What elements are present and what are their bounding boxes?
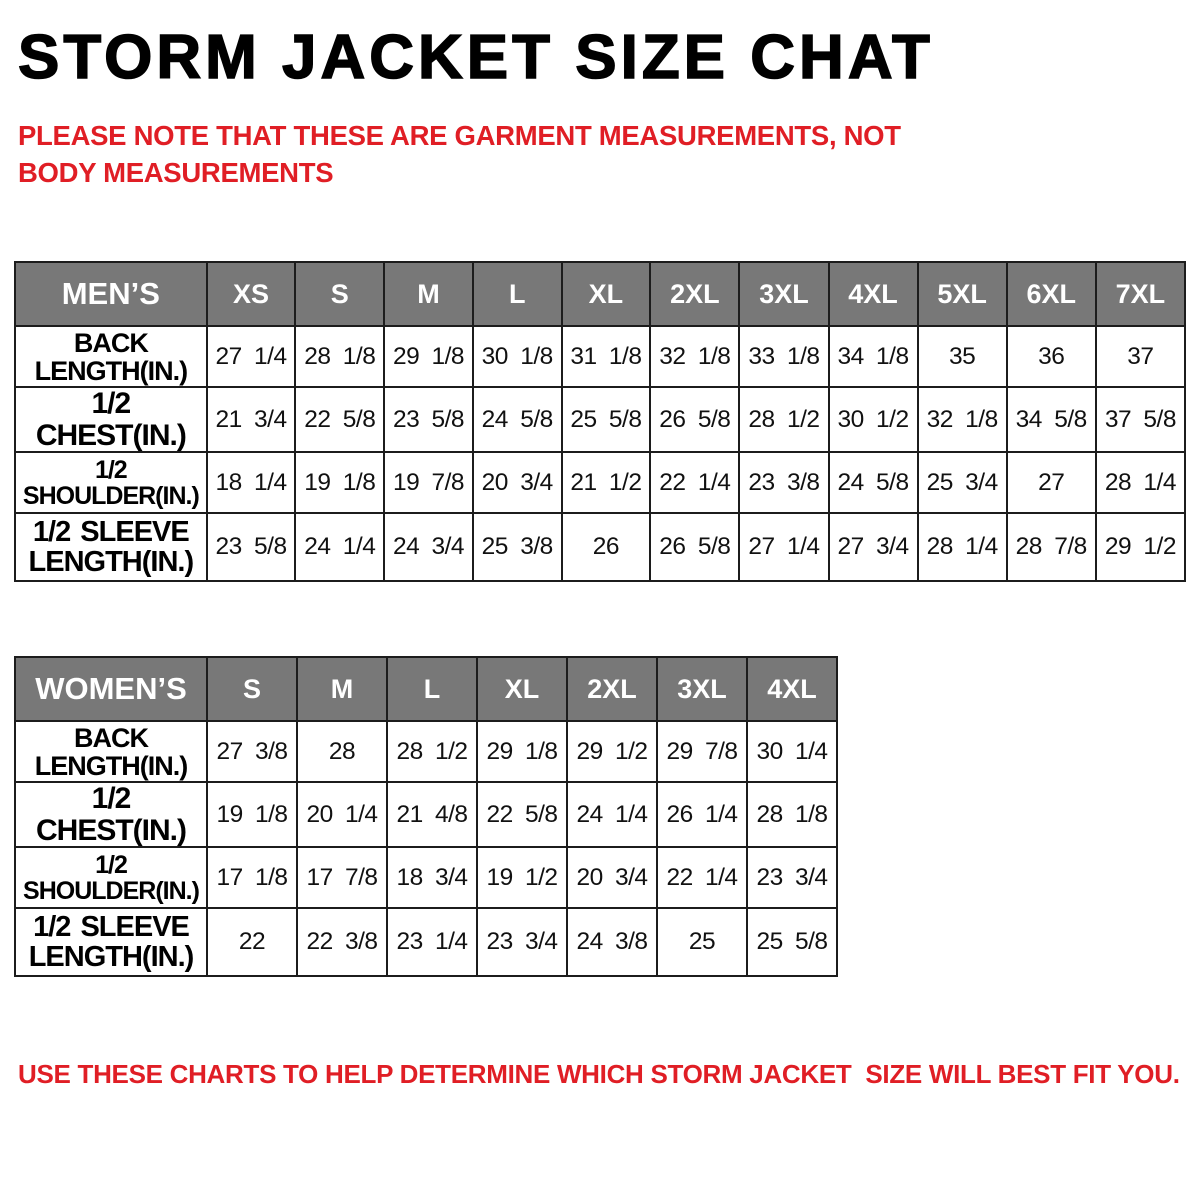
measurement-value-cell: 24 5/8 bbox=[473, 387, 562, 452]
measurement-value-cell: 30 1/4 bbox=[747, 721, 837, 782]
measurement-value-cell: 18 1/4 bbox=[207, 452, 296, 513]
measurement-value-cell: 27 3/8 bbox=[207, 721, 297, 782]
measurement-value-cell: 25 5/8 bbox=[747, 908, 837, 976]
size-header-cell: 3XL bbox=[657, 657, 747, 721]
measurement-row bbox=[15, 782, 837, 847]
size-header-cell: 5XL bbox=[918, 262, 1007, 326]
page-title: STORM JACKET SIZE CHAT bbox=[18, 23, 934, 92]
row-label-cell bbox=[15, 452, 207, 513]
measurement-value-cell: 32 1/8 bbox=[650, 326, 739, 387]
measurement-value-cell: 22 bbox=[207, 908, 297, 976]
measurement-value-cell: 23 1/4 bbox=[387, 908, 477, 976]
size-header-cell: 7XL bbox=[1096, 262, 1185, 326]
measurement-value-cell: 29 7/8 bbox=[657, 721, 747, 782]
row-label-line: 1/2 SHOULDER(IN.) bbox=[22, 455, 199, 510]
measurement-row bbox=[15, 513, 1185, 581]
measurement-value-cell: 25 5/8 bbox=[562, 387, 651, 452]
size-header-row bbox=[15, 657, 837, 721]
measurement-value-cell: 24 3/4 bbox=[384, 513, 473, 581]
measurement-value-cell: 29 1/2 bbox=[567, 721, 657, 782]
measurement-value-cell: 26 5/8 bbox=[650, 387, 739, 452]
row-label-line: 1/2 CHEST(IN.) bbox=[35, 387, 186, 452]
size-header-cell: M bbox=[384, 262, 473, 326]
mens-size-table bbox=[14, 261, 1186, 582]
measurement-row bbox=[15, 387, 1185, 452]
measurement-row bbox=[15, 326, 1185, 387]
measurement-value-cell: 27 1/4 bbox=[207, 326, 296, 387]
measurement-value-cell: 26 5/8 bbox=[650, 513, 739, 581]
measurement-value-cell: 19 7/8 bbox=[384, 452, 473, 513]
measurement-value-cell: 27 1/4 bbox=[739, 513, 828, 581]
measurement-value-cell: 28 1/2 bbox=[739, 387, 828, 452]
row-label-line: LENGTH(IN.) bbox=[28, 546, 194, 579]
measurement-value-cell: 21 1/2 bbox=[562, 452, 651, 513]
womens-size-table bbox=[14, 656, 838, 977]
size-header-cell: S bbox=[295, 262, 384, 326]
measurement-value-cell: 24 5/8 bbox=[829, 452, 918, 513]
measurement-value-cell: 20 3/4 bbox=[567, 847, 657, 908]
measurement-value-cell: 28 bbox=[297, 721, 387, 782]
size-header-cell: XL bbox=[477, 657, 567, 721]
size-header-cell: 2XL bbox=[650, 262, 739, 326]
measurement-value-cell: 21 4/8 bbox=[387, 782, 477, 847]
size-header-cell: XL bbox=[562, 262, 651, 326]
row-label-cell bbox=[15, 721, 207, 782]
fit-guidance-note: USE THESE CHARTS TO HELP DETERMINE WHICH STORM JACKET SIZE WILL BEST FIT YOU. bbox=[18, 1059, 1180, 1090]
measurement-value-cell: 23 5/8 bbox=[384, 387, 473, 452]
row-label-cell bbox=[15, 387, 207, 452]
measurement-value-cell: 17 1/8 bbox=[207, 847, 297, 908]
measurement-value-cell: 18 3/4 bbox=[387, 847, 477, 908]
measurement-value-cell: 32 1/8 bbox=[918, 387, 1007, 452]
measurement-value-cell: 25 bbox=[657, 908, 747, 976]
measurement-value-cell: 24 3/8 bbox=[567, 908, 657, 976]
row-label-line: 1/2 CHEST(IN.) bbox=[36, 782, 186, 847]
measurement-value-cell: 19 1/2 bbox=[477, 847, 567, 908]
group-header-cell: WOMEN’S bbox=[15, 657, 207, 721]
measurement-value-cell: 24 1/4 bbox=[295, 513, 384, 581]
measurement-value-cell: 22 3/8 bbox=[297, 908, 387, 976]
measurement-value-cell: 29 1/8 bbox=[477, 721, 567, 782]
measurement-value-cell: 21 3/4 bbox=[207, 387, 296, 452]
row-label-cell bbox=[15, 908, 207, 976]
measurement-value-cell: 22 5/8 bbox=[477, 782, 567, 847]
measurement-row bbox=[15, 847, 837, 908]
measurement-value-cell: 26 bbox=[562, 513, 651, 581]
measurement-value-cell: 22 5/8 bbox=[295, 387, 384, 452]
size-header-cell: XS bbox=[207, 262, 296, 326]
measurement-value-cell: 23 3/8 bbox=[739, 452, 828, 513]
size-header-cell: L bbox=[387, 657, 477, 721]
row-label-line: LENGTH(IN.) bbox=[28, 941, 194, 974]
row-label-line: LENGTH(IN.) bbox=[34, 750, 188, 781]
measurement-value-cell: 28 1/4 bbox=[918, 513, 1007, 581]
measurement-row bbox=[15, 908, 837, 976]
size-header-row bbox=[15, 262, 1185, 326]
measurement-value-cell: 22 1/4 bbox=[650, 452, 739, 513]
size-header-cell: 4XL bbox=[747, 657, 837, 721]
measurement-value-cell: 33 1/8 bbox=[739, 326, 828, 387]
row-label-cell bbox=[15, 782, 207, 847]
measurement-row bbox=[15, 721, 837, 782]
size-header-cell: 4XL bbox=[829, 262, 918, 326]
measurement-value-cell: 23 3/4 bbox=[477, 908, 567, 976]
measurement-value-cell: 37 5/8 bbox=[1096, 387, 1185, 452]
measurement-value-cell: 19 1/8 bbox=[207, 782, 297, 847]
measurement-value-cell: 23 3/4 bbox=[747, 847, 837, 908]
measurement-value-cell: 31 1/8 bbox=[562, 326, 651, 387]
row-label-cell bbox=[15, 847, 207, 908]
row-label-cell bbox=[15, 326, 207, 387]
group-header-cell: MEN’S bbox=[15, 262, 207, 326]
size-header-cell: 6XL bbox=[1007, 262, 1096, 326]
row-label-line: 1/2 SHOULDER(IN.) bbox=[23, 850, 199, 905]
measurement-value-cell: 28 1/2 bbox=[387, 721, 477, 782]
measurement-value-cell: 22 1/4 bbox=[657, 847, 747, 908]
measurement-value-cell: 28 1/8 bbox=[747, 782, 837, 847]
measurement-value-cell: 34 1/8 bbox=[829, 326, 918, 387]
measurement-value-cell: 30 1/8 bbox=[473, 326, 562, 387]
size-header-cell: M bbox=[297, 657, 387, 721]
size-header-cell: 3XL bbox=[739, 262, 828, 326]
row-label-line: LENGTH(IN.) bbox=[34, 355, 188, 386]
garment-measurement-note: PLEASE NOTE THAT THESE ARE GARMENT MEASUREMENTS, NOT BODY MEASUREMENTS bbox=[18, 120, 901, 189]
measurement-row bbox=[15, 452, 1185, 513]
measurement-value-cell: 29 1/8 bbox=[384, 326, 473, 387]
measurement-value-cell: 27 bbox=[1007, 452, 1096, 513]
measurement-value-cell: 24 1/4 bbox=[567, 782, 657, 847]
measurement-value-cell: 35 bbox=[918, 326, 1007, 387]
measurement-value-cell: 19 1/8 bbox=[295, 452, 384, 513]
size-header-cell: L bbox=[473, 262, 562, 326]
row-label-line: BACK bbox=[73, 327, 148, 358]
measurement-value-cell: 25 3/8 bbox=[473, 513, 562, 581]
measurement-value-cell: 27 3/4 bbox=[829, 513, 918, 581]
measurement-value-cell: 23 5/8 bbox=[207, 513, 296, 581]
size-header-cell: 2XL bbox=[567, 657, 657, 721]
row-label-line: 1/2 SLEEVE bbox=[32, 516, 189, 549]
measurement-value-cell: 34 5/8 bbox=[1007, 387, 1096, 452]
measurement-value-cell: 37 bbox=[1096, 326, 1185, 387]
measurement-value-cell: 36 bbox=[1007, 326, 1096, 387]
measurement-value-cell: 29 1/2 bbox=[1096, 513, 1185, 581]
row-label-line: 1/2 SLEEVE bbox=[33, 911, 189, 944]
measurement-value-cell: 28 7/8 bbox=[1007, 513, 1096, 581]
measurement-value-cell: 25 3/4 bbox=[918, 452, 1007, 513]
measurement-value-cell: 28 1/4 bbox=[1096, 452, 1185, 513]
measurement-value-cell: 26 1/4 bbox=[657, 782, 747, 847]
measurement-value-cell: 30 1/2 bbox=[829, 387, 918, 452]
measurement-value-cell: 17 7/8 bbox=[297, 847, 387, 908]
measurement-value-cell: 20 1/4 bbox=[297, 782, 387, 847]
measurement-value-cell: 28 1/8 bbox=[295, 326, 384, 387]
row-label-line: BACK bbox=[74, 722, 148, 753]
size-header-cell: S bbox=[207, 657, 297, 721]
row-label-cell bbox=[15, 513, 207, 581]
measurement-value-cell: 20 3/4 bbox=[473, 452, 562, 513]
